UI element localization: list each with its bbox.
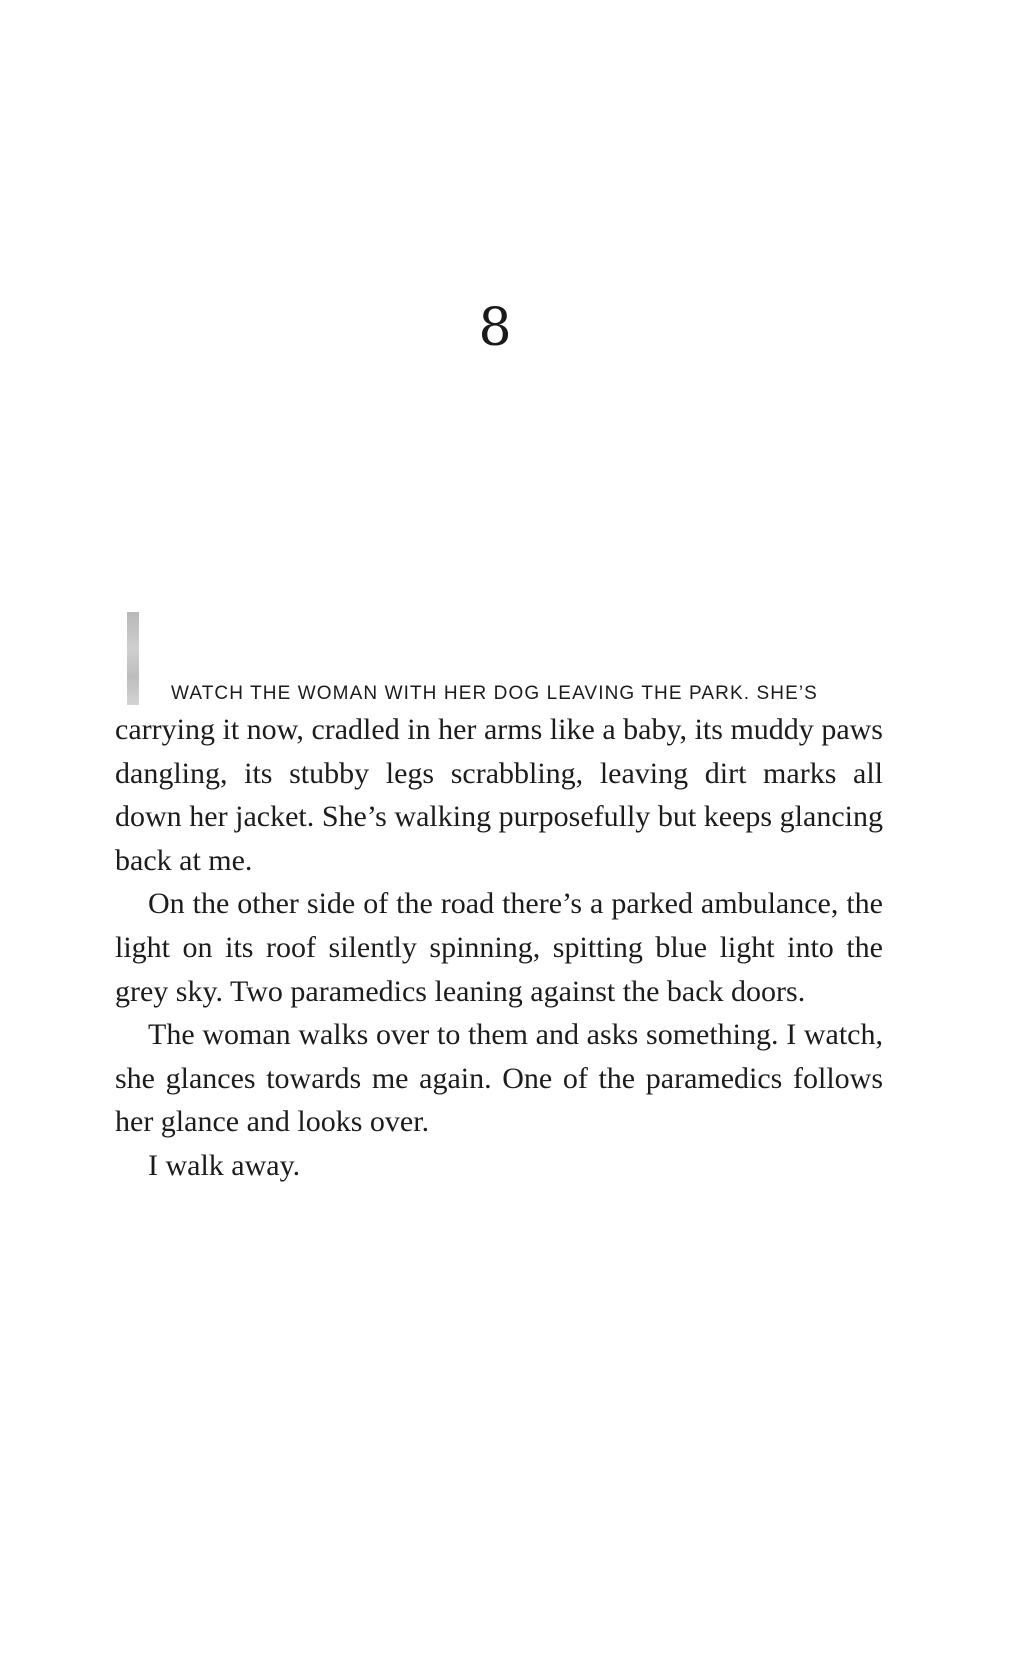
paragraph: The woman walks over to them and asks something. I watch, she glances towards me again. One of the paramedics follows her glance and looks over. xyxy=(115,1018,883,1139)
chapter-opening xyxy=(115,608,883,708)
chapter-text xyxy=(115,608,883,1188)
paragraph: carrying it now, cradled in her arms like a baby, its muddy paws dangling, its stubby legs scrabbling, leaving dirt marks all down her jacket. She’s walking purposefully but keeps glancing back at me. xyxy=(115,713,883,877)
opening-small-caps: WATCH THE WOMAN WITH HER DOG LEAVING THE PARK. SHE’S xyxy=(171,683,818,704)
paragraph: On the other side of the road there’s a parked ambulance, the light on its roof silently spinning, spitting blue light into the grey sky. Two paramedics leaning against the back doors. xyxy=(115,887,883,1008)
paragraph: I walk away. xyxy=(148,1148,301,1182)
chapter-number: 8 xyxy=(478,298,512,358)
drop-cap xyxy=(127,612,139,705)
